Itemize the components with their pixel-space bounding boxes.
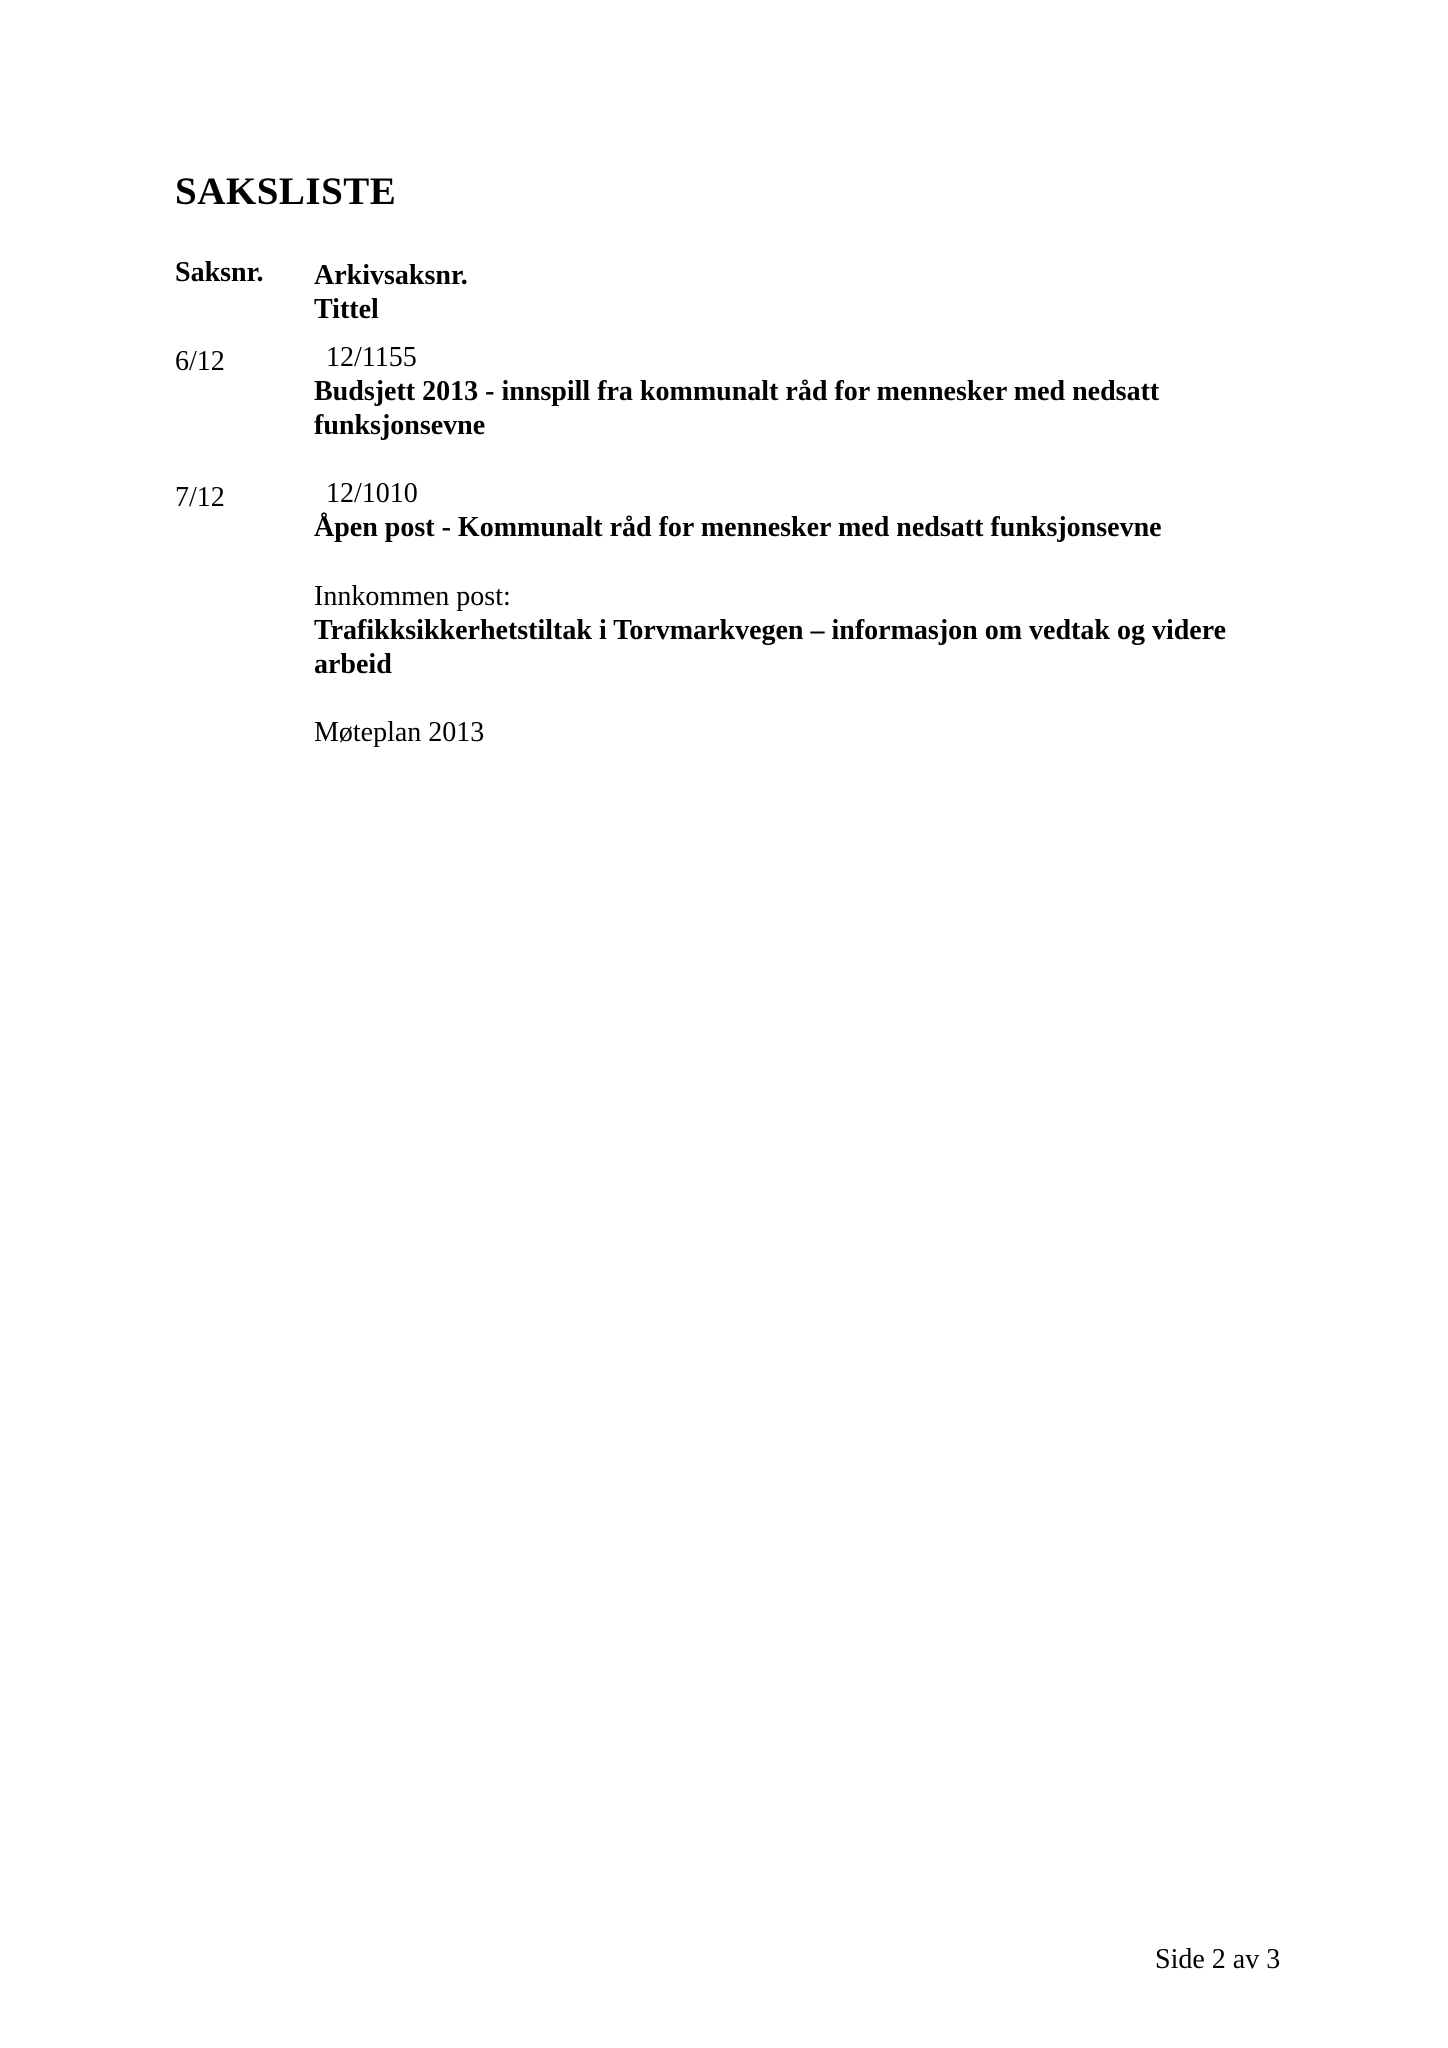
incoming-post <box>314 580 1314 682</box>
moteplan <box>314 716 1314 750</box>
item-title-line1: Åpen post - Kommunalt råd for mennesker med nedsatt funksjonsevne <box>314 512 1162 543</box>
incoming-title-line1: Trafikksikkerhetstiltak i Torvmarkvegen – informasjon om vedtak og videre <box>314 615 1227 646</box>
page-number: Side 2 av 3 <box>1155 1944 1281 1975</box>
moteplan-text: Møteplan 2013 <box>314 717 485 748</box>
item-title-line1: Budsjett 2013 - innspill fra kommunalt råd for mennesker med nedsatt <box>314 376 1160 407</box>
header-arkiv-tittel <box>314 259 468 327</box>
page-title: SAKSLISTE <box>175 170 397 213</box>
incoming-label: Innkommen post: <box>314 581 511 612</box>
incoming-title-line2: arbeid <box>314 649 392 680</box>
item-title-line2: funksjonsevne <box>314 410 486 441</box>
item-arkivsaksnr: 12/1155 <box>326 342 417 373</box>
item-saksnr-6-12: 6/12 <box>175 346 225 377</box>
header-saksnr: Saksnr. <box>175 257 264 288</box>
item-saksnr-7-12: 7/12 <box>175 482 225 513</box>
header-tittel: Tittel <box>314 294 379 325</box>
item-arkivsaksnr: 12/1010 <box>326 478 418 509</box>
item-7-12 <box>314 477 1314 545</box>
item-6-12 <box>314 341 1314 443</box>
header-arkivsaksnr: Arkivsaksnr. <box>314 260 468 291</box>
